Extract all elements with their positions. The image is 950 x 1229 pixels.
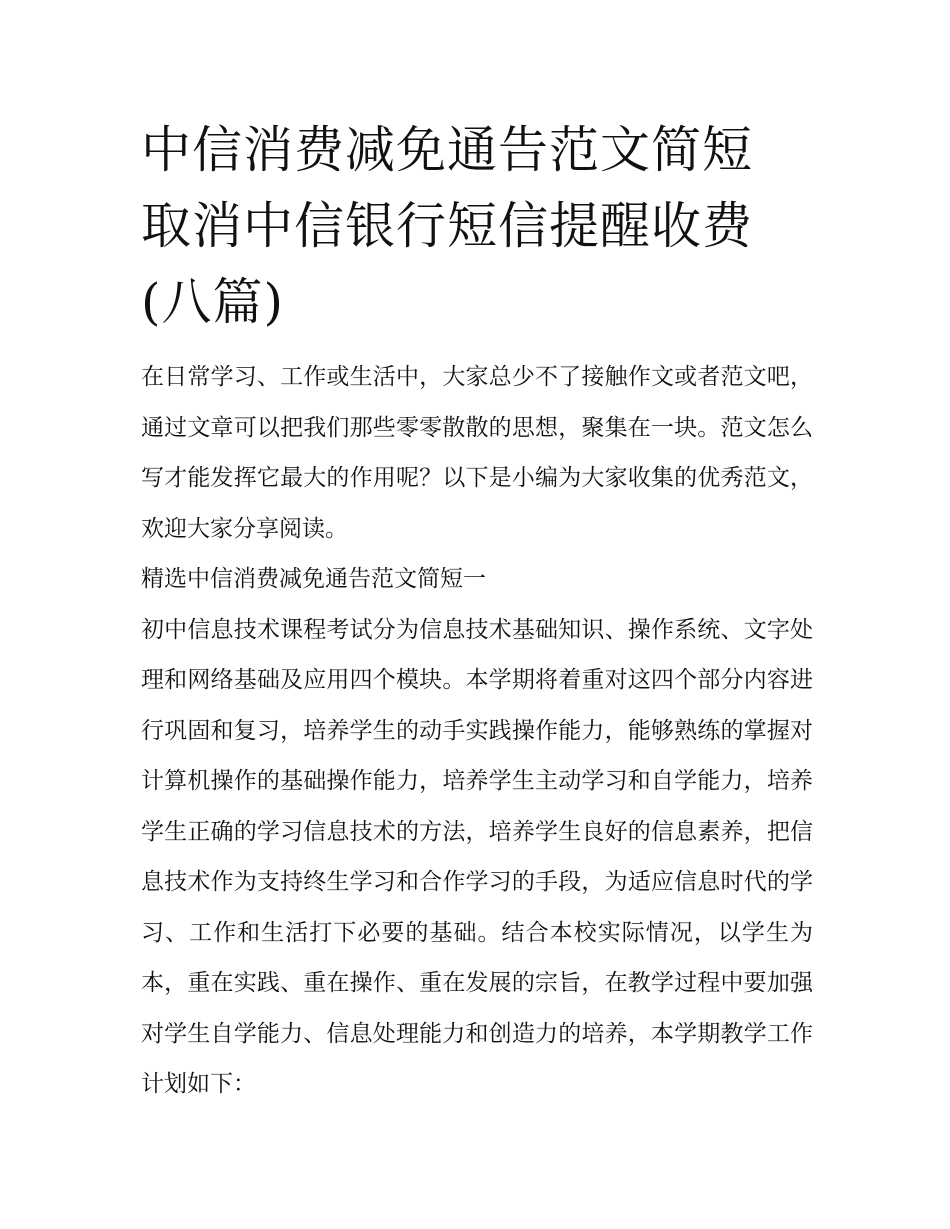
section-heading: 精选中信消费减免通告范文简短一 xyxy=(141,566,486,592)
body-paragraph: 初中信息技术课程考试分为信息技术基础知识、操作系统、文字处理和网络基础及应用四个模块。本学期将着重对这四个部分内容进行巩固和复习，培养学生的动手实践操作能力，能够熟练的掌握对计算机操作的基础操作能力，培养学生主动学习和自学能力，培养学生正确的学习信息技术的方法，培养学生良好的信息素养，把信息技术作为支持终生学习和合作学习的手段，为适应信息时代的学习、工作和生活打下必要的基础。结合本校实际情况，以学生为本，重在实践、重在操作、重在发展的宗旨，在教学过程中要加强对学生自学能力、信息处理能力和创造力的培养，本学期教学工作计划如下： xyxy=(141,616,813,1097)
document-content xyxy=(141,112,813,1110)
intro-paragraph: 在日常学习、工作或生活中，大家总少不了接触作文或者范文吧，通过文章可以把我们那些零零散散的思想，聚集在一块。范文怎么写才能发挥它最大的作用呢？以下是小编为大家收集的优秀范文，欢迎大家分享阅读。 xyxy=(141,364,813,542)
document-title: 中信消费减免通告范文简短 取消中信银行短信提醒收费(八篇) xyxy=(141,121,753,331)
